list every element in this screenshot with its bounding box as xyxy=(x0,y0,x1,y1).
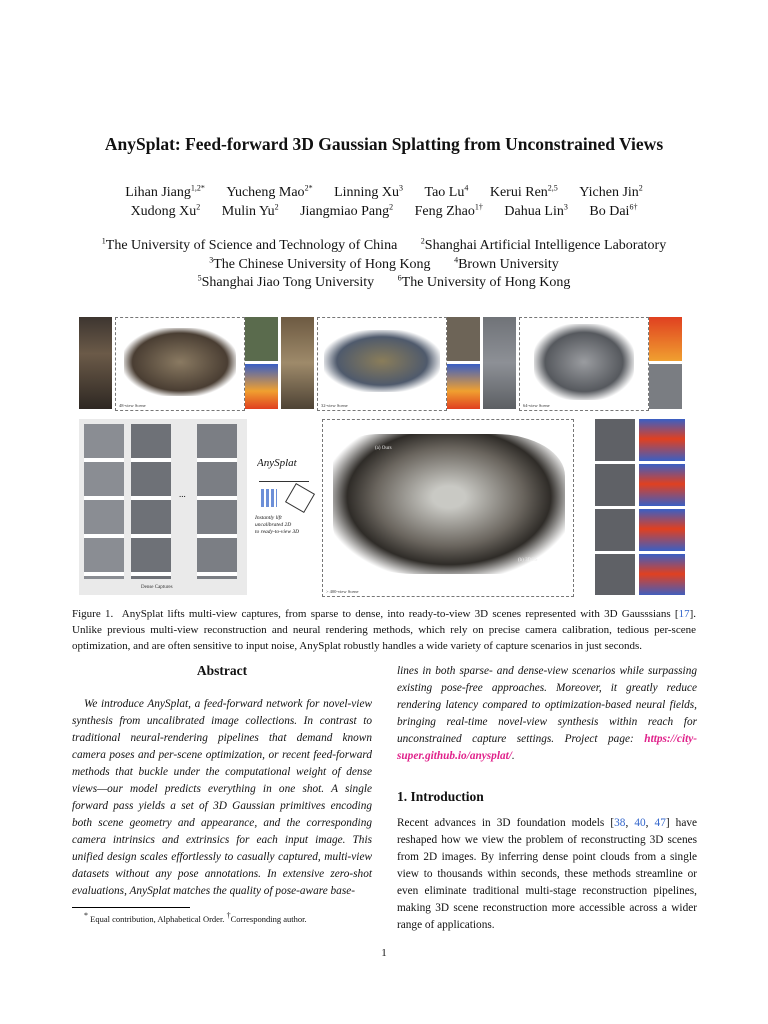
scene-panel xyxy=(519,317,649,411)
abstract-text: We introduce AnySplat, a feed-forward network for novel-view synthesis from uncalibrated image collections. In contrast to traditional neural-rendering pipelines that demand known camera poses and per-scene optimization, or recent feed-forward methods that buckle under the computational weight of dense views—our model predicts everything in one shot. A single forward pass yields a set of 3D Gaussian primitives encoding both scene geometry and appearance, and the corresponding camera intrinsics and extrinsics for each input image. This unified design scales effortlessly to casually captured, multi-view datasets without any pose annotations. In extensive zero-shot evaluations, AnySplat matches the quality of pose-aware base- xyxy=(72,698,372,897)
affiliation: $^6$The University of Hong Kong xyxy=(397,273,571,290)
affiliation: $^1$The University of Science and Technology of China xyxy=(101,236,398,253)
depth-map xyxy=(245,364,278,409)
method-desc: Instantly lift uncalibrated 2D to ready-to-view 3D xyxy=(255,515,300,535)
scene-render xyxy=(324,330,440,392)
author: Linning Xu$^3$ xyxy=(334,183,404,200)
section-heading: 1. Introduction xyxy=(397,789,484,804)
input-thumbnails xyxy=(483,317,516,409)
citation-link[interactable]: 47 xyxy=(654,817,666,829)
method-panel xyxy=(251,419,321,595)
capture-column xyxy=(84,424,124,579)
author: Jiangmiao Pang$^2$ xyxy=(300,202,394,219)
method-name: AnySplat xyxy=(257,457,297,469)
author-row-2 xyxy=(0,202,768,220)
scene-label: 48-view Scene xyxy=(119,403,146,408)
dense-captures-panel xyxy=(79,419,247,595)
author: Bo Dai$^{6\dagger}$ xyxy=(589,202,638,219)
affiliation: $^2$Shanghai Artificial Intelligence Laboratory xyxy=(420,236,667,253)
input-thumbnails xyxy=(79,317,112,409)
scene-panel xyxy=(317,317,447,411)
footnote: * Equal contribution, Alphabetical Order. †Corresponding author. xyxy=(84,911,307,924)
paper-title: AnySplat: Feed-forward 3D Gaussian Splatting from Unconstrained Views xyxy=(104,134,664,154)
scene-render xyxy=(124,328,236,396)
scene-panel xyxy=(115,317,245,411)
render-label: (a) Ours xyxy=(375,446,392,451)
author: Xudong Xu$^2$ xyxy=(130,202,201,219)
abstract-heading: Abstract xyxy=(196,663,248,678)
view-thumbnail xyxy=(245,317,278,361)
page-number: 1 xyxy=(381,947,387,959)
view-thumbnail xyxy=(447,317,480,361)
input-thumbnails xyxy=(281,317,314,409)
teaser-figure xyxy=(79,315,686,597)
view-thumbnail xyxy=(649,364,682,409)
abstract-text-continued: lines in both sparse- and dense-view scenarios while surpassing existing pose-free approaches. Moreover, it greatly reduce rendering latency compared to optimization-based neural fields, bringing real-time novel-view synthesis within reach for unconstrained capture settings. Project page: https://city-super.github.io/anysplat/. xyxy=(397,665,697,762)
figure-caption: Figure 1. AnySplat lifts multi-view captures, from sparse to dense, into ready-to-view 3D scenes represented with 3D Gausssians [17]. Unlike previous multi-view reconstruction and neural rendering methods, which rely on precise camera calibration, tedious per-scene optimization, and are often sensitive to input noise, AnySplat robustly handles a wide variety of capture scenarios in just seconds. xyxy=(72,608,696,652)
author: Dahua Lin$^3$ xyxy=(504,202,568,219)
footnote-rule xyxy=(72,907,190,908)
ellipsis: ... xyxy=(179,489,186,499)
scene-label: 64-view Scene xyxy=(523,403,550,408)
author-row-1 xyxy=(0,183,768,201)
author: Kerui Ren$^{2,5}$ xyxy=(489,183,558,200)
author: Yichen Jin$^2$ xyxy=(579,183,643,200)
scene-label: > 400-view Scene xyxy=(326,589,359,594)
intro-paragraph: Recent advances in 3D foundation models [38, 40, 47] have reshaped how we view the problem of reconstructing 3D scenes from 2D images. By inferring dense point clouds from a single view to thousands within seconds, these methods streamline or even eliminate traditional multi-stage reconstruction pipelines, making 3D scene reconstruction more accessible across a wider range of applications. xyxy=(397,817,698,931)
author: Lihan Jiang$^{1,2*}$ xyxy=(125,183,205,200)
depth-column xyxy=(639,419,685,595)
author: Mulin Yu$^2$ xyxy=(221,202,279,219)
capture-column xyxy=(197,424,237,579)
gaussian-icon xyxy=(285,483,315,513)
affiliation-line-1 xyxy=(0,236,768,254)
scene-render xyxy=(534,324,634,400)
affiliation: $^5$Shanghai Jiao Tong University xyxy=(197,273,375,290)
depth-map xyxy=(649,317,682,361)
scene-label: 32-view Scene xyxy=(321,403,348,408)
dense-captures-label: Dense Captures xyxy=(141,585,173,590)
depth-map xyxy=(447,364,480,409)
scene-render xyxy=(333,434,565,574)
author: Tao Lu$^4$ xyxy=(424,183,469,200)
project-page-link[interactable]: https://city-super.github.io/anysplat/ xyxy=(397,733,697,762)
novel-view-column xyxy=(595,419,635,595)
author: Feng Zhao$^{1\dagger}$ xyxy=(414,202,483,219)
affiliation: $^3$The Chinese University of Hong Kong xyxy=(209,255,431,272)
affiliation-line-3 xyxy=(0,273,768,291)
affiliation-line-2 xyxy=(0,255,768,273)
images-icon xyxy=(261,489,277,507)
citation-link[interactable]: 40 xyxy=(634,817,646,829)
big-scene-panel xyxy=(322,419,574,597)
capture-column xyxy=(131,424,171,579)
citation-link[interactable]: 17 xyxy=(678,608,690,620)
arrow-line xyxy=(259,481,309,482)
citation-link[interactable]: 38 xyxy=(614,817,626,829)
render-label: (b) 3DGS xyxy=(518,558,538,563)
affiliation: $^4$Brown University xyxy=(454,255,559,272)
author: Yucheng Mao$^{2*}$ xyxy=(226,183,313,200)
